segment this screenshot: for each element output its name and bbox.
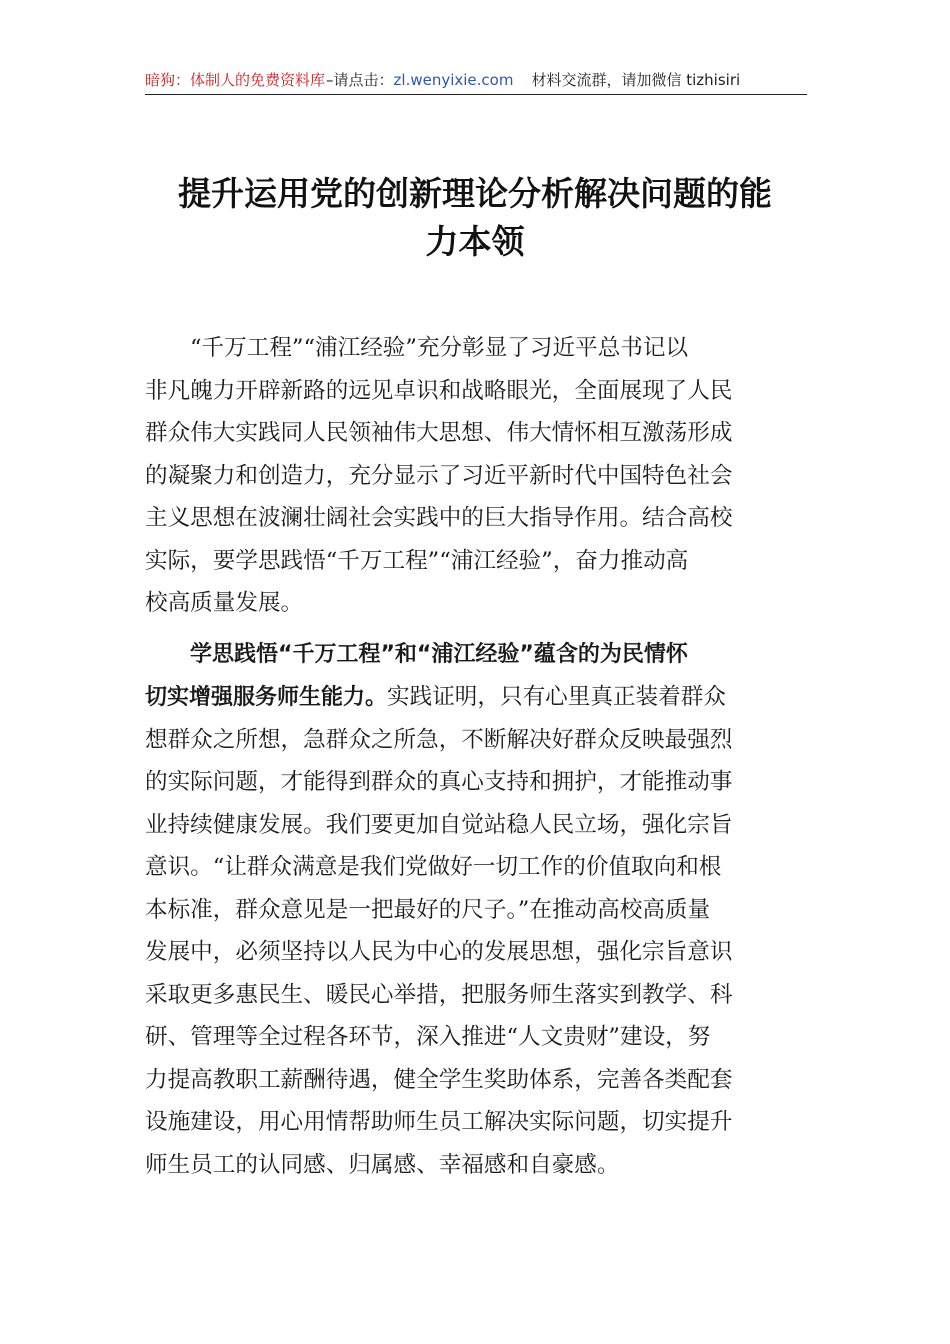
paragraph-line: 群众伟大实践同人民领袖伟大思想、伟大情怀相互激荡形成 xyxy=(145,420,733,446)
header-brand: 暗狗：体制人的免费资料库 xyxy=(145,71,326,89)
title-line-2: 力本领 xyxy=(425,222,525,261)
header-prompt: –请点击： xyxy=(326,71,394,89)
paragraph-line: 发展中，必须坚持以人民为中心的发展思想，强化宗旨意识 xyxy=(145,939,733,965)
paragraph-line: 非凡魄力开辟新路的远见卓识和战略眼光，全面展现了人民 xyxy=(145,377,733,404)
paragraph-line: 的实际问题，才能得到群众的真心支持和拥护，才能推动事 xyxy=(145,769,733,795)
paragraph-line: 实际，要学思践悟“千万工程”“浦江经验”，奋力推动高 xyxy=(145,547,689,574)
paragraph-line: 研、管理等全过程各环节，深入推进“人文贵财”建设，努 xyxy=(145,1024,711,1050)
header-contact: 材料交流群，请加微信 tizhisiri xyxy=(531,71,741,89)
paragraph-line: 业持续健康发展。我们要更加自觉站稳人民立场，强化宗旨 xyxy=(145,811,733,838)
paragraph-line-rest: 实践证明，只有心里真正装着群众 xyxy=(387,684,726,710)
paragraph-line: 意识。“让群众满意是我们党做好一切工作的价值取向和根 xyxy=(145,854,722,880)
title-line-1: 提升运用党的创新理论分析解决问题的能 xyxy=(178,174,772,213)
paragraph-line: 想群众之所想，急群众之所急，不断解决好群众反映最强烈 xyxy=(145,726,733,753)
paragraph-line: “千万工程”“浦江经验”充分彰显了习近平总书记以 xyxy=(190,335,689,361)
paragraph-line: 力提高教职工薪酬待遇，健全学生奖助体系，完善各类配套 xyxy=(145,1066,733,1093)
header-link[interactable]: zl.wenyixie.com xyxy=(393,71,514,89)
paragraph-line: 的凝聚力和创造力，充分显示了习近平新时代中国特色社会 xyxy=(145,462,733,489)
paragraph-line: 师生员工的认同感、归属感、幸福感和自豪感。 xyxy=(145,1151,620,1178)
paragraph-line: 设施建设，用心用情帮助师生员工解决实际问题，切实提升 xyxy=(145,1109,733,1135)
paragraph-line: 本标准，群众意见是一把最好的尺子。”在推动高校高质量 xyxy=(145,896,711,923)
paragraph-line xyxy=(145,676,807,719)
page-header xyxy=(145,66,807,95)
section-heading-line-2: 切实增强服务师生能力。 xyxy=(145,685,388,710)
paragraph-line: 校高质量发展。 xyxy=(145,590,304,616)
document-body xyxy=(145,327,807,1186)
document-title xyxy=(140,170,810,266)
paragraph-line: 主义思想在波澜壮阔社会实践中的巨大指导作用。结合高校 xyxy=(145,505,733,531)
section-heading-line-1: 学思践悟“千万工程”和“浦江经验”蕴含的为民情怀 xyxy=(190,641,688,667)
paragraph-1 xyxy=(145,327,807,625)
paragraph-gap xyxy=(145,625,807,634)
paragraph-2 xyxy=(145,634,807,1187)
paragraph-line: 采取更多惠民生、暖民心举措，把服务师生落实到教学、科 xyxy=(145,981,733,1008)
